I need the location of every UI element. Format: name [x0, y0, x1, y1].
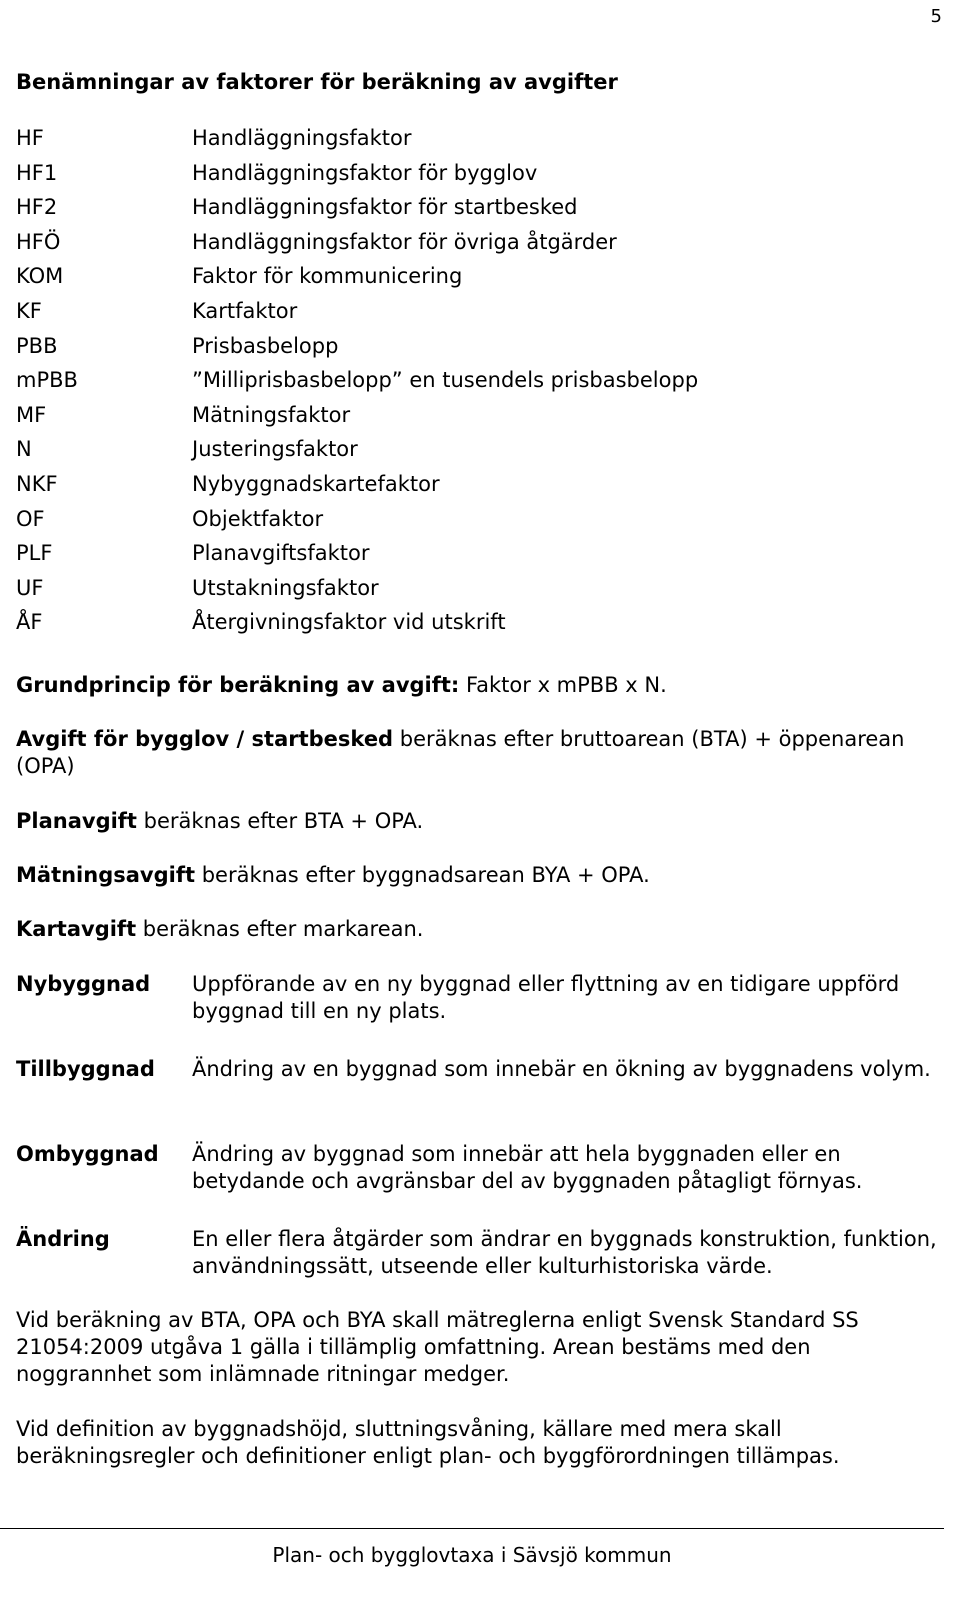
- definition-row: [16, 971, 941, 1025]
- matningsavgift-label: Mätningsavgift: [16, 863, 196, 887]
- abbreviation-meaning: Justeringsfaktor: [192, 437, 358, 462]
- abbreviation-meaning: Objektfaktor: [192, 506, 324, 531]
- definition-term: Ombyggnad: [16, 1142, 159, 1166]
- definition-row: [16, 1226, 941, 1280]
- footer-divider: [0, 1528, 944, 1529]
- definition-row: [16, 1141, 941, 1195]
- abbreviation-row: [16, 574, 698, 609]
- abbreviation-code: UF: [16, 575, 44, 600]
- definitioner-paragraph: Vid definition av byggnadshöjd, sluttningsvåning, källare med mera skall beräkningsregler och definitioner enligt plan- och byggförordningen tillämpas.: [16, 1417, 840, 1468]
- abbreviation-meaning: Handläggningsfaktor för bygglov: [192, 160, 538, 185]
- abbreviation-meaning: Handläggningsfaktor: [192, 126, 412, 150]
- grundprincip-paragraph: [16, 672, 941, 699]
- definition-row: [16, 1056, 941, 1083]
- abbreviation-meaning: Utstakningsfaktor: [192, 575, 379, 600]
- page-number: 5: [930, 6, 942, 27]
- definition-text: Uppförande av en ny byggnad eller flyttning av en tidigare uppförd byggnad till en ny plats.: [192, 972, 900, 1023]
- abbreviation-row: [16, 124, 698, 159]
- abbreviation-code: HFÖ: [16, 229, 61, 254]
- abbreviation-meaning: Kartfaktor: [192, 298, 298, 323]
- definition-text: Ändring av byggnad som innebär att hela byggnaden eller en betydande och avgränsbar del av byggnaden påtagligt förnyas.: [192, 1142, 863, 1193]
- kartavgift-paragraph: [16, 916, 941, 943]
- abbreviation-row: [16, 228, 698, 263]
- definition-term: Tillbyggnad: [16, 1057, 155, 1081]
- abbreviation-meaning: Mätningsfaktor: [192, 402, 351, 427]
- abbreviation-row: [16, 435, 698, 470]
- planavgift-label: Planavgift: [16, 809, 137, 833]
- abbreviation-row: [16, 366, 698, 401]
- abbreviation-code: KF: [16, 298, 42, 323]
- abbreviation-code: N: [16, 437, 32, 462]
- abbreviation-meaning: ”Milliprisbasbelopp” en tusendels prisbasbelopp: [192, 368, 699, 393]
- bygglov-paragraph: [16, 726, 941, 780]
- abbreviation-code: PBB: [16, 333, 58, 358]
- kartavgift-label: Kartavgift: [16, 917, 137, 941]
- abbreviation-meaning: Handläggningsfaktor för startbesked: [192, 195, 578, 220]
- abbreviation-row: [16, 539, 698, 574]
- abbreviation-code: NKF: [16, 471, 58, 496]
- matningsavgift-paragraph: [16, 862, 941, 889]
- abbreviation-meaning: Handläggningsfaktor för övriga åtgärder: [192, 229, 617, 254]
- abbreviation-row: [16, 297, 698, 332]
- abbreviation-meaning: Faktor för kommunicering: [192, 264, 463, 289]
- planavgift-text: beräknas efter BTA + OPA.: [136, 809, 424, 833]
- abbreviation-code: OF: [16, 506, 45, 531]
- grundprincip-label: Grundprincip för beräkning av avgift:: [16, 673, 460, 697]
- abbreviation-code: HF2: [16, 195, 58, 220]
- abbreviation-code: PLF: [16, 541, 53, 566]
- bygglov-text: beräknas efter bruttoarean (BTA) + öppenarean (OPA): [16, 727, 905, 778]
- abbreviation-row: [16, 505, 698, 540]
- page-heading: Benämningar av faktorer för beräkning av avgifter: [16, 70, 618, 94]
- abbreviation-row: [16, 470, 698, 505]
- abbreviation-row: [16, 262, 698, 297]
- abbreviation-code: ÅF: [16, 610, 43, 635]
- abbreviation-code: HF: [16, 126, 44, 150]
- page-footer: Plan- och bygglovtaxa i Sävsjö kommun: [272, 1543, 672, 1567]
- kartavgift-text: beräknas efter markarean.: [136, 917, 424, 941]
- abbreviation-code: KOM: [16, 264, 64, 289]
- definition-term: Ändring: [16, 1227, 110, 1251]
- planavgift-paragraph: [16, 808, 941, 835]
- abbreviation-row: [16, 159, 698, 194]
- definition-text: En eller flera åtgärder som ändrar en byggnads konstruktion, funktion, användningssätt, utseende eller kulturhistoriska värde.: [192, 1227, 937, 1278]
- grundprincip-text: Faktor x mPBB x N.: [459, 673, 667, 697]
- abbreviation-row: [16, 332, 698, 367]
- definition-text: Ändring av en byggnad som innebär en ökning av byggnadens volym.: [192, 1057, 931, 1081]
- mätregler-paragraph: Vid beräkning av BTA, OPA och BYA skall mätreglerna enligt Svensk Standard SS 21054:2009 utgåva 1 gälla i tillämplig omfattning. Arean bestäms med den noggrannhet som inlämnade ritningar medger.: [16, 1308, 859, 1386]
- abbreviation-code: mPBB: [16, 368, 78, 393]
- abbreviation-row: [16, 401, 698, 436]
- abbreviation-code: MF: [16, 402, 47, 427]
- definition-term: Nybyggnad: [16, 972, 151, 996]
- abbreviation-row: [16, 193, 698, 228]
- abbreviation-code: HF1: [16, 160, 58, 185]
- abbreviation-meaning: Prisbasbelopp: [192, 333, 339, 358]
- bygglov-label: Avgift för bygglov / startbesked: [16, 727, 394, 751]
- matningsavgift-text: beräknas efter byggnadsarean BYA + OPA.: [195, 863, 650, 887]
- abbreviation-row: [16, 608, 698, 643]
- abbreviation-list: [16, 124, 698, 643]
- abbreviation-meaning: Återgivningsfaktor vid utskrift: [192, 610, 506, 635]
- abbreviation-meaning: Planavgiftsfaktor: [192, 541, 370, 566]
- abbreviation-meaning: Nybyggnadskartefaktor: [192, 471, 440, 496]
